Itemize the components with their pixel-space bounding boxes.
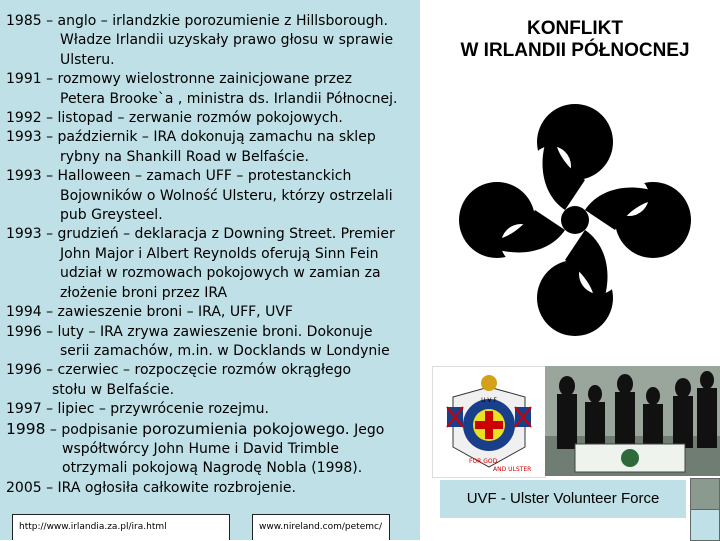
entry-continuation: Bojowników o Wolność Ulsteru, którzy ostrzelali — [60, 187, 393, 204]
entry-lead: 1985 – anglo – irlandzkie porozumienie z Hillsborough. — [6, 13, 388, 29]
entry-lead: 1993 – grudzień – deklaracja z Downing Street. Premier — [6, 226, 395, 243]
entry-continuation: Władze Irlandii uzyskały prawo głosu w sprawie — [60, 32, 394, 49]
entry-continuation: serii zamachów, m.in. w Docklands w Londynie — [60, 342, 390, 359]
timeline-entry — [6, 225, 414, 303]
entry-lead: 2005 – IRA ogłosiła całkowite rozbrojenie. — [6, 479, 296, 496]
thumbnail-image — [690, 478, 720, 510]
entry-lead: 1992 – listopad – zerwanie rozmów pokojowych. — [6, 110, 343, 127]
entry-year-1998: 1998 — [6, 419, 46, 438]
title-line-2: W IRLANDII PÓŁNOCNEJ — [460, 40, 690, 61]
timeline-entry — [6, 400, 414, 419]
banner-text-top: FOR GOD — [469, 458, 498, 465]
uvf-members-photo — [545, 366, 720, 476]
timeline-entry — [6, 323, 414, 362]
entry-continuation: stołu w Belfaście. — [52, 381, 175, 398]
entry-continuation: Petera Brooke`a , ministra ds. Irlandii Północnej. — [60, 90, 398, 107]
source-link-nireland[interactable]: www.nireland.com/petemc/ — [252, 514, 390, 540]
entry-continuation: otrzymali pokojową Nagrodę Nobla (1998). — [62, 460, 363, 477]
entry-lead: 1996 – czerwiec – rozpoczęcie rozmów okrągłego — [6, 362, 352, 379]
entry-lead: 1991 – rozmowy wielostronne zainicjowane przez — [6, 71, 352, 88]
banner-text-bottom: AND ULSTER — [493, 466, 532, 473]
entry-dash: – podpisanie — [45, 421, 143, 438]
source-link-irlandia[interactable]: http://www.irlandia.za.pl/ira.html — [12, 514, 230, 540]
entry-continuation: współtwórcy John Hume i David Trimble — [62, 440, 339, 457]
timeline-entry-1998 — [6, 420, 414, 479]
entry-lead: 1993 – październik – IRA dokonują zamachu na sklep — [6, 129, 376, 146]
timeline-entry — [6, 12, 414, 70]
timeline-entry — [6, 128, 414, 167]
slide-title — [440, 18, 710, 62]
entry-continuation: złożenie broni przez IRA — [60, 284, 228, 301]
timeline-entry — [6, 167, 414, 225]
timeline-entry-2005 — [6, 479, 414, 498]
uvf-banner-image — [432, 366, 546, 478]
entry-continuation: rybny na Shankill Road w Belfaście. — [60, 148, 309, 165]
banner-text-middle: U V F — [481, 397, 497, 404]
title-line-1: KONFLIKT — [526, 18, 624, 39]
entry-continuation: Ulsteru. — [60, 51, 115, 68]
timeline-entry — [6, 70, 414, 109]
entry-continuation: pub Greysteel. — [60, 207, 163, 224]
entry-continuation: udział w rozmowach pokojowych w zamian za — [60, 265, 381, 282]
timeline-entry — [6, 303, 414, 322]
entry-lead: 1997 – lipiec – przywrócenie rozejmu. — [6, 401, 269, 418]
timeline-entry — [6, 109, 414, 128]
timeline-entry — [6, 361, 414, 400]
lauburu-swirl-icon — [435, 80, 715, 360]
entry-lead: 1993 – Halloween – zamach UFF – protestanckich — [6, 168, 352, 185]
photo-caption: UVF - Ulster Volunteer Force — [440, 480, 686, 518]
entry-highlight: porozumienia pokojowego. — [142, 419, 350, 438]
entry-continuation: John Major i Albert Reynolds oferują Sinn Fein — [60, 245, 379, 262]
entry-lead: 1996 – luty – IRA zrywa zawieszenie broni. Dokonuje — [6, 323, 373, 340]
footer-links — [0, 500, 420, 540]
entry-lead: 1994 – zawieszenie broni – IRA, UFF, UVF — [6, 304, 293, 321]
entry-rest: Jego — [349, 421, 385, 438]
thumbnail-frame — [690, 509, 720, 541]
